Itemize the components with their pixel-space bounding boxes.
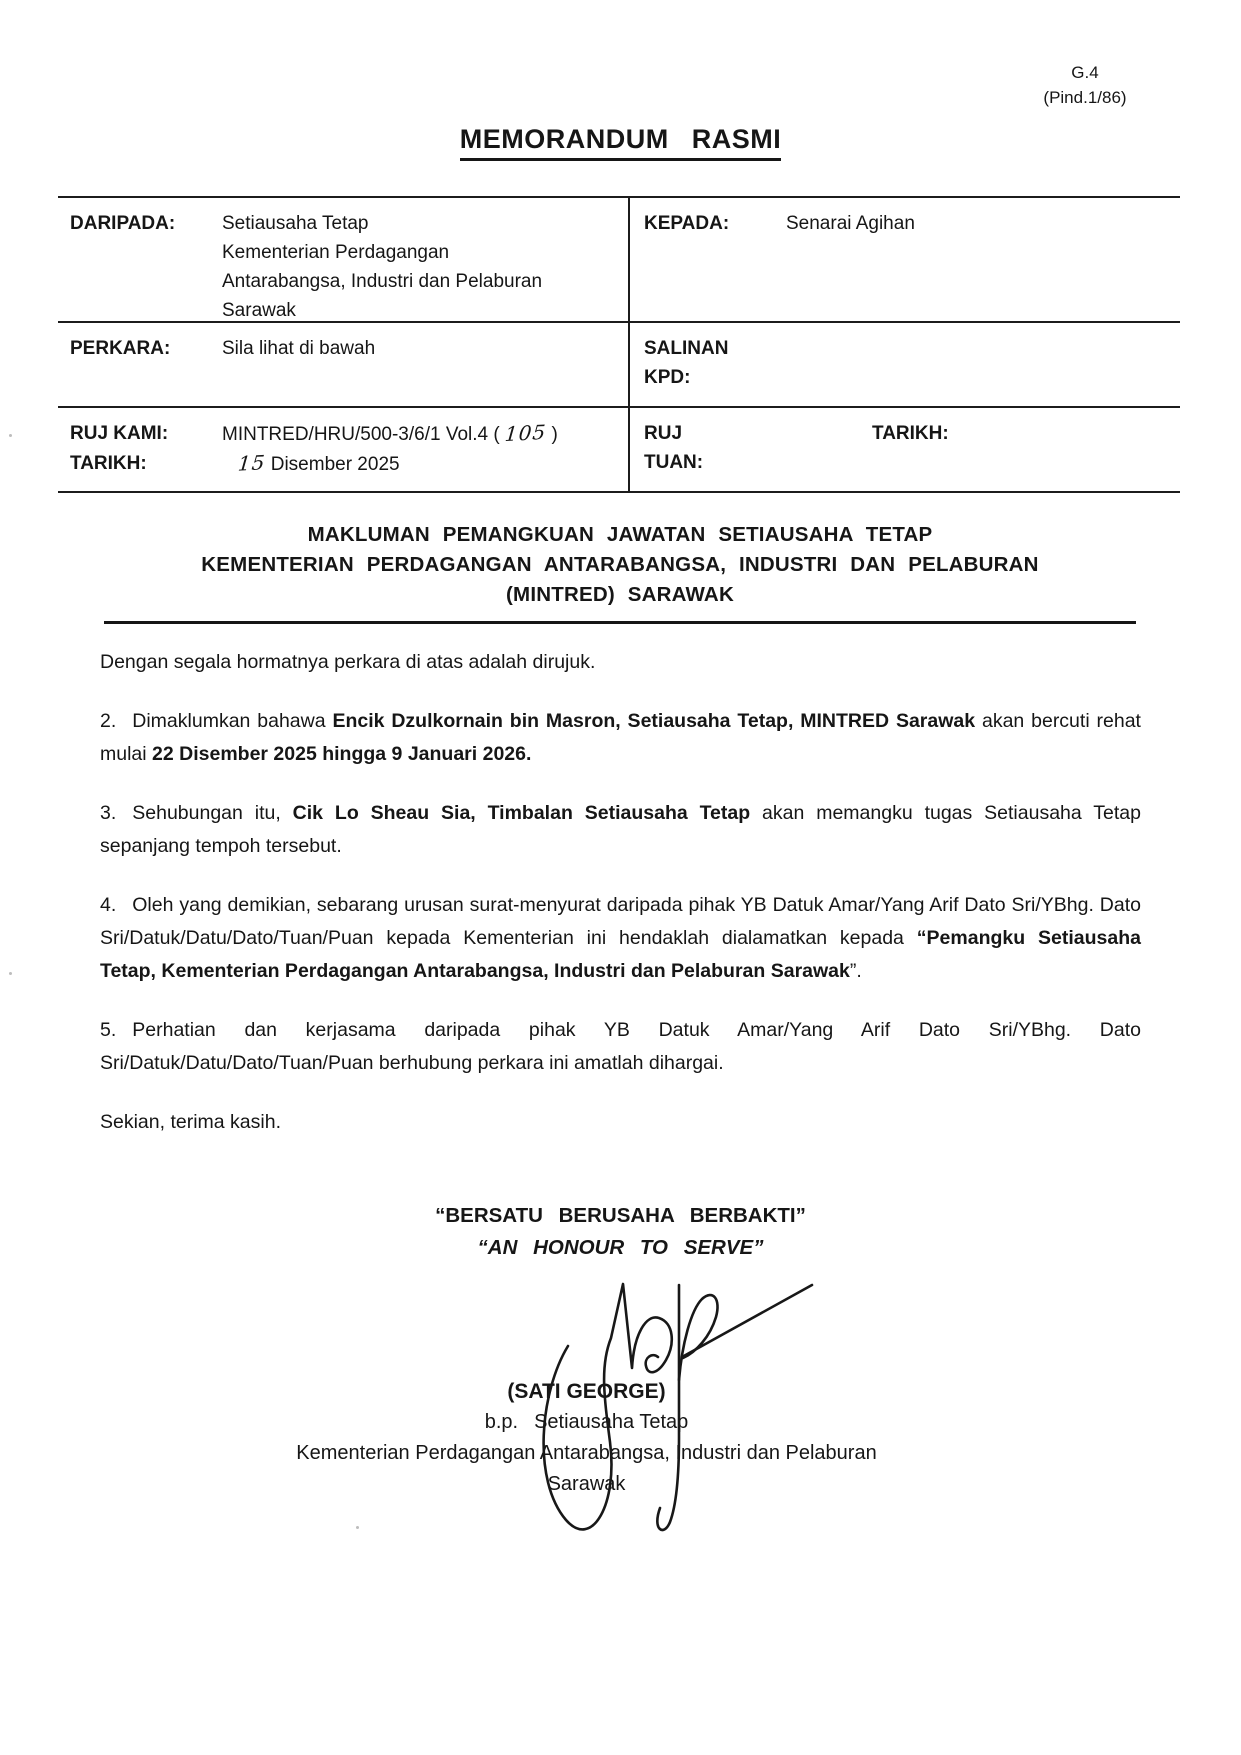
motto-line-english: “AN HONOUR TO SERVE” (477, 1236, 764, 1259)
signatory-ministry: Kementerian Perdagangan Antarabangsa, Industri dan Pelaburan (296, 1442, 877, 1464)
ruj-tuan-label-line-1: RUJ (644, 423, 683, 444)
daripada-label: DARIPADA: (70, 213, 176, 234)
cell-ruj-kami-tarikh (58, 408, 628, 491)
subject-line-3: (MINTRED) SARAWAK (506, 583, 734, 606)
daripada-line-1: Setiausaha Tetap (222, 213, 369, 234)
ruj-kami-value: MINTRED/HRU/500-3/6/1 Vol.4 ( 105 ) (222, 419, 558, 447)
salinan-label (644, 334, 1172, 392)
paragraph-4: 4. Oleh yang demikian, sebarang urusan surat-menyurat daripada pihak YB Datuk Amar/Yang Arif Dato Sri/YBhg. Dato Sri/Datuk/Datu/Dato/Tuan/Puan kepada Kementerian ini hendaklah dialamatkan kepada “Pemangku Setiausaha Tetap, Kementerian Perdagangan Antarabangsa, Industri dan Pelaburan Sarawak”. (100, 894, 1141, 982)
scan-artifact-dot (9, 972, 12, 975)
ruj-kami-label: RUJ KAMI: (70, 423, 169, 444)
memo-header-table (58, 196, 1180, 493)
paragraph-5: 5. Perhatian dan kerjasama daripada pihak YB Datuk Amar/Yang Arif Dato Sri/YBhg. Dato Sri/Datuk/Datu/Dato/Tuan/Puan berhubung perkara ini amatlah dihargai. (100, 1019, 1141, 1074)
daripada-line-2: Kementerian Perdagangan (222, 242, 450, 263)
subject-line-1: MAKLUMAN PEMANGKUAN JAWATAN SETIAUSAHA TETAP (307, 523, 933, 546)
cell-daripada (58, 198, 628, 325)
document-title-wrap (0, 124, 1241, 161)
daripada-line-4: Sarawak (222, 300, 296, 321)
form-revision: (Pind.1/86) (1043, 88, 1127, 107)
paragraph-3: 3. Sehubungan itu, Cik Lo Sheau Sia, Timbalan Setiausaha Tetap akan memangku tugas Setiausaha Tetap sepanjang tempoh tersebut. (100, 802, 1141, 857)
signatory-pp-line: b.p. Setiausaha Tetap (484, 1411, 689, 1433)
body-text (100, 646, 1141, 1165)
salinan-label-line-2: KPD: (644, 367, 691, 388)
cell-salinan-kpd (628, 323, 1180, 406)
daripada-value (222, 209, 620, 325)
closing-line: Sekian, terima kasih. (100, 1111, 281, 1133)
form-reference-block (1015, 60, 1155, 110)
subject-line-2: KEMENTERIAN PERDAGANGAN ANTARABANGSA, INDUSTRI DAN PELABURAN (201, 553, 1039, 576)
ruj-kami-tarikh-stack (70, 419, 620, 479)
kepada-label: KEPADA: (644, 213, 730, 234)
form-code: G.4 (1071, 63, 1099, 82)
table-row-ruj-tarikh (58, 408, 1180, 493)
tarikh-kiri-line (70, 449, 620, 479)
scan-artifact-dot (9, 434, 12, 437)
signature-scribble-icon (468, 1138, 828, 1558)
ruj-tuan-label (644, 419, 872, 477)
cell-ruj-tuan-tarikh (628, 408, 1180, 491)
signatory-name: (SATI GEORGE) (507, 1380, 666, 1403)
tarikh-kiri-value: 15 Disember 2025 (236, 450, 400, 476)
document-title: MEMORANDUM RASMI (460, 124, 781, 161)
table-row-perkara-salinan (58, 323, 1180, 408)
tarikh-kanan-label: TARIKH: (872, 423, 949, 444)
paragraph-2: 2. Dimaklumkan bahawa Encik Dzulkornain bin Masron, Setiausaha Tetap, MINTRED Sarawak akan bercuti rehat mulai 22 Disember 2025 hingga 9 Januari 2026. (100, 710, 1141, 765)
tarikh-kiri-label: TARIKH: (70, 453, 147, 474)
signatory-state: Sarawak (547, 1473, 626, 1495)
perkara-value: Sila lihat di bawah (222, 338, 376, 359)
kepada-value: Senarai Agihan (786, 213, 915, 234)
perkara-label: PERKARA: (70, 338, 171, 359)
motto-line-malay: “BERSATU BERUSAHA BERBAKTI” (435, 1204, 806, 1227)
scan-artifact-dot (356, 1526, 359, 1529)
paragraph-1: Dengan segala hormatnya perkara di atas adalah dirujuk. (100, 651, 596, 673)
table-row-daripada-kepada (58, 198, 1180, 323)
cell-kepada (628, 198, 1180, 325)
ruj-tuan-tarikh-row (644, 419, 1172, 477)
cell-perkara (58, 323, 628, 406)
daripada-line-3: Antarabangsa, Industri dan Pelaburan (222, 271, 543, 292)
ruj-kami-line (70, 419, 620, 449)
subject-heading (104, 520, 1136, 624)
ruj-tuan-label-line-2: TUAN: (644, 452, 704, 473)
salinan-label-line-1: SALINAN (644, 338, 729, 359)
